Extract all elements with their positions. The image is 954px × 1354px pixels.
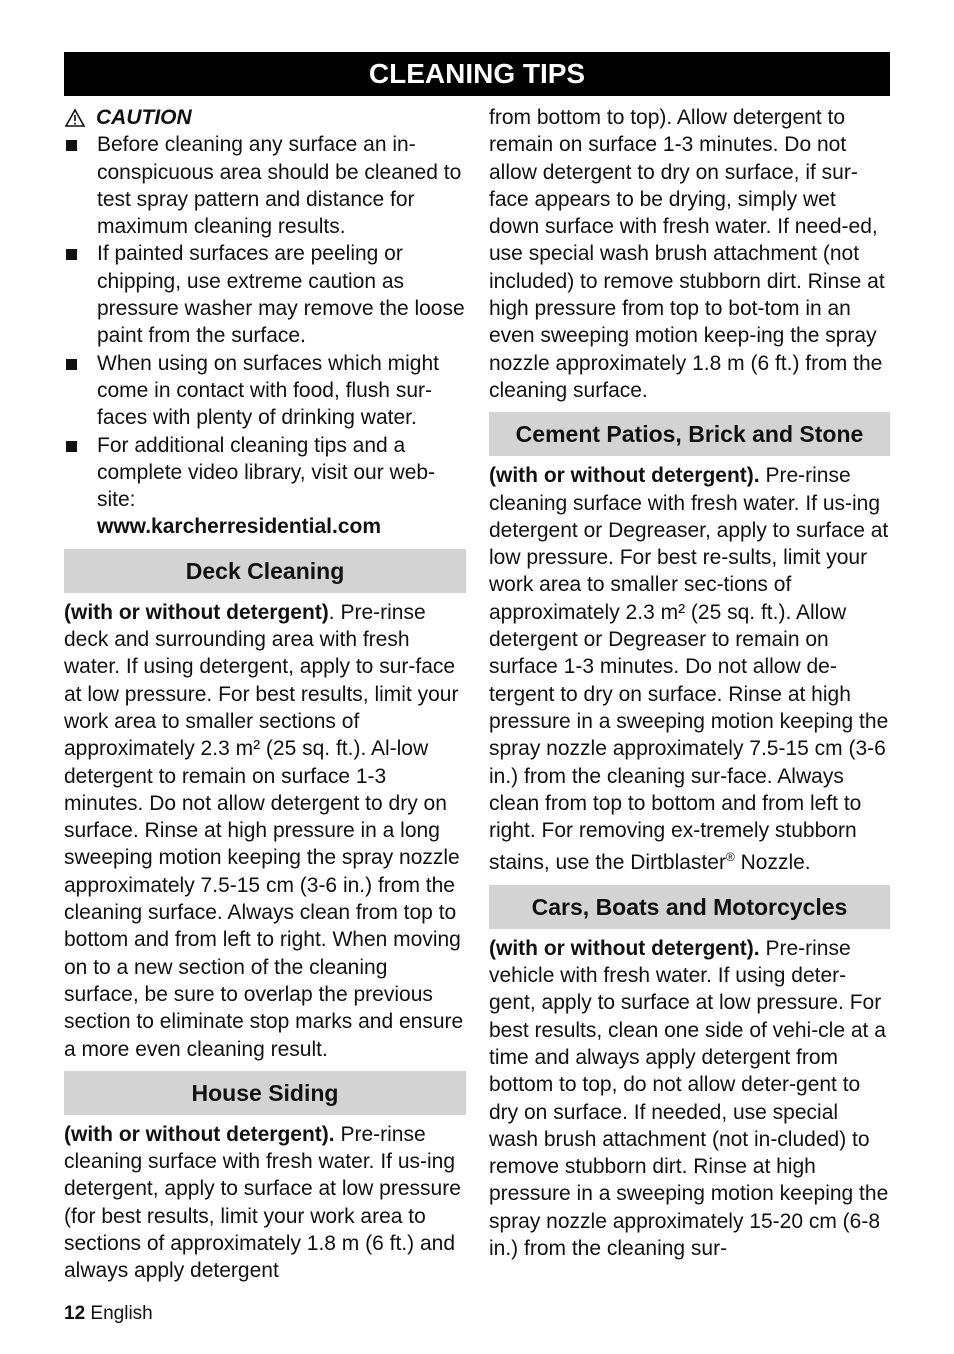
list-item: If painted surfaces are peeling or chipping, use extreme caution as pressure washer may remove the loose paint from the surface. [64, 240, 466, 349]
siding-text: Pre-rinse cleaning surface with fresh water. If us-ing detergent, apply to surface at low pressure (for best results, limit your work area to sections of approximately 1.8 m (6 ft.) and always apply detergent [64, 1122, 461, 1283]
left-column [64, 104, 466, 1285]
deck-lead: (with or without detergent) [64, 600, 329, 624]
registered-mark: ® [725, 850, 735, 865]
page-number: 12 [64, 1303, 86, 1324]
page-title-bar [64, 52, 890, 96]
caution-heading [64, 104, 466, 131]
bullet-square-icon [66, 249, 77, 260]
caution-label: CAUTION [96, 106, 192, 129]
siding-continued: from bottom to top). Allow detergent to remain on surface 1-3 minutes. Do not allow detergent to dry on surface, if sur-face appears to be drying, simply wet down surface with fresh water. If need-ed, use special wash brush attachment (not included) to remove stubborn dirt. Rinse at high pressure from top to bot-tom in an even sweeping motion keep-ing the spray nozzle approximately 1.8 m (6 ft.) from the cleaning surface. [489, 106, 885, 402]
page-footer [64, 1303, 153, 1325]
footer-language: English [90, 1303, 153, 1324]
warning-triangle-icon [64, 108, 86, 128]
bullet-square-icon [66, 140, 77, 151]
cement-lead: (with or without detergent). [489, 464, 760, 488]
cement-text: Pre-rinse cleaning surface with fresh water. If us-ing detergent or Degreaser, apply to surface at low pressure. For best re-sults, limit your work area to smaller sec-tions of approximately 2.3 m² (25 sq. ft.). Allow detergent or Degreaser to remain on surface 1-3 minutes. Do not allow de-tergent to dry on surface. Rinse at high pressure in a sweeping motion keeping the spray nozzle approximately 7.5-15 cm (3-6 in.) from the cleaning sur-face. Always clean from top to bottom and from left to right. For removing ex-tremely stubborn stains, use the Dirtblaster [489, 464, 889, 875]
bullet-square-icon [66, 359, 77, 370]
right-column [489, 104, 890, 1262]
bullet-square-icon [66, 441, 77, 452]
section-heading-cement: Cement Patios, Brick and Stone [489, 412, 890, 456]
section-heading-deck: Deck Cleaning [64, 549, 466, 593]
deck-paragraph [64, 599, 466, 1063]
siding-lead: (with or without detergent). [64, 1122, 335, 1146]
cars-lead: (with or without detergent). [489, 936, 760, 960]
list-item: For additional cleaning tips and a complete video library, visit our web-site: [64, 432, 466, 514]
caution-list [64, 131, 466, 513]
section-heading-siding: House Siding [64, 1071, 466, 1115]
cars-text: Pre-rinse vehicle with fresh water. If using deter-gent, apply to surface at low pressure. For best results, clean one side of vehi-cle at a time and always apply detergent from bottom to top, do not allow deter-gent to dry on surface. If needed, use special wash brush attachment (not in-cluded) to remove stubborn dirt. Rinse at high pressure in a sweeping motion keeping the spray nozzle approximately 15-20 cm (6-8 in.) from the cleaning sur- [489, 936, 889, 1260]
cars-paragraph [489, 935, 890, 1263]
website-url: www.karcherresidential.com [97, 515, 382, 539]
list-item: When using on surfaces which might come in contact with food, flush sur-faces with plenty of drinking water. [64, 350, 466, 432]
section-heading-cars: Cars, Boats and Motorcycles [489, 885, 890, 929]
cement-tail: Nozzle. [734, 851, 811, 875]
siding-paragraph [64, 1121, 466, 1285]
deck-text: . Pre-rinse deck and surrounding area with fresh water. If using detergent, apply to sur-face at low pressure. For best results, limit your work area to smaller sections of approximately 2.3 m² (25 sq. ft.). Al-low detergent to remain on surface 1-3 minutes. Do not allow detergent to dry on surface. Rinse at high pressure in a long sweeping motion keeping the spray nozzle approximately 7.5-15 cm (3-6 in.) from the cleaning surface. Always clean from top to bottom and from left to right. When moving on to a new section of the cleaning surface, be sure to overlap the previous section to eliminate stop marks and ensure a more even cleaning result. [64, 600, 464, 1061]
page-title: CLEANING TIPS [368, 58, 586, 89]
cement-paragraph [489, 462, 890, 876]
list-item: Before cleaning any surface an in-conspicuous area should be cleaned to test spray pattern and distance for maximum cleaning results. [64, 131, 466, 240]
